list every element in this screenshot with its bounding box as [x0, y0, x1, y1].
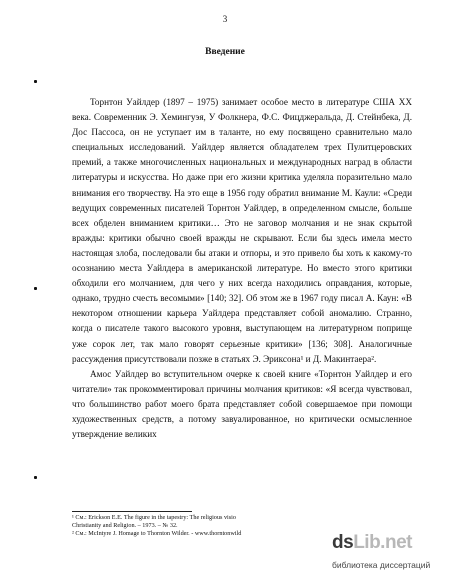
paragraph: Амос Уайлдер во вступительном очерке к своей книге «Торнтон Уайлдер и его читатели» так прокомментировал причины молчания критиков: «Я всегда чувствовал, что большинство работ моего брата представляет собой совершаемое при помощи художественных средств, а потому завуалированное, но критически осмысленное утверждение великих [72, 368, 412, 440]
watermark-logo-dark: ds [332, 532, 354, 553]
footnote-rule [72, 511, 192, 512]
paragraph: Торнтон Уайлдер (1897 – 1975) занимает особое место в литературе США XX века. Современник Э. Хемингуэя, У Фолкнера, Ф.С. Фицджеральда, Д. Стейнбека, Д. Дос Пассоса, он не уступает им в таланте, но ему посвящено сравнительно мало специальных исследований. Уайлдер является обладателем трех Пулитцеровских премий, а также многочисленных национальных и международных наград в области литературы и искусства. Но даже при его жизни критика уделяла поразительно мало внимания его творчеству. На это еще в 1956 году обратил внимание М. Каули: «Среди ведущих современных писателей Торнтон Уайлдер, в определенном смысле, больше всех обделен вниманием критики… Это не заговор молчания и не знак скрытой вражды: критики обычно своей вражды не скрывают. Если бы здесь имела место настоящая злоба, последовали бы атаки и отпоры, и это привело бы хоть к какому-то осознанию места Уайлдера в американской литературе. Но вместо этого критики обходили его молчанием, для чего у них всегда находились оправдания, которые, однако, трудно счесть весомыми» [140; 32]. Об этом же в 1967 году писал А. Каун: «В некотором отношении карьера Уайлдера представляет собой аномалию. Странно, когда о писателе такого высокого уровня, выступающем на литературном поприще уже сорок лет, так мало говорят серьезные критики» [136; 308]. Аналогичные рассуждения присутствовали позже в статьях Э. Эриксона¹ и Д. Макинтаера². [72, 97, 412, 364]
footnote-line: ¹ См.: Erickson E.E. The figure in the tapestry: The religious visio [72, 514, 236, 521]
footnote-line: ² См.: McIntyre J. Homage to Thornton Wilder. - www.thorntonwild [72, 530, 242, 538]
margin-mark [34, 476, 37, 479]
section-heading: Введение [205, 47, 245, 57]
margin-mark [34, 287, 37, 290]
watermark-logo [332, 532, 412, 554]
watermark [318, 532, 450, 580]
page-number: 3 [222, 14, 228, 24]
footnote-line: Christianity and Religion. – 1973. – № 32. [72, 522, 178, 530]
footnotes [72, 514, 342, 539]
watermark-logo-light: Lib.net [353, 532, 412, 553]
margin-mark [34, 80, 37, 83]
watermark-caption: библиотека диссертаций [332, 560, 431, 570]
body-text [72, 95, 412, 442]
